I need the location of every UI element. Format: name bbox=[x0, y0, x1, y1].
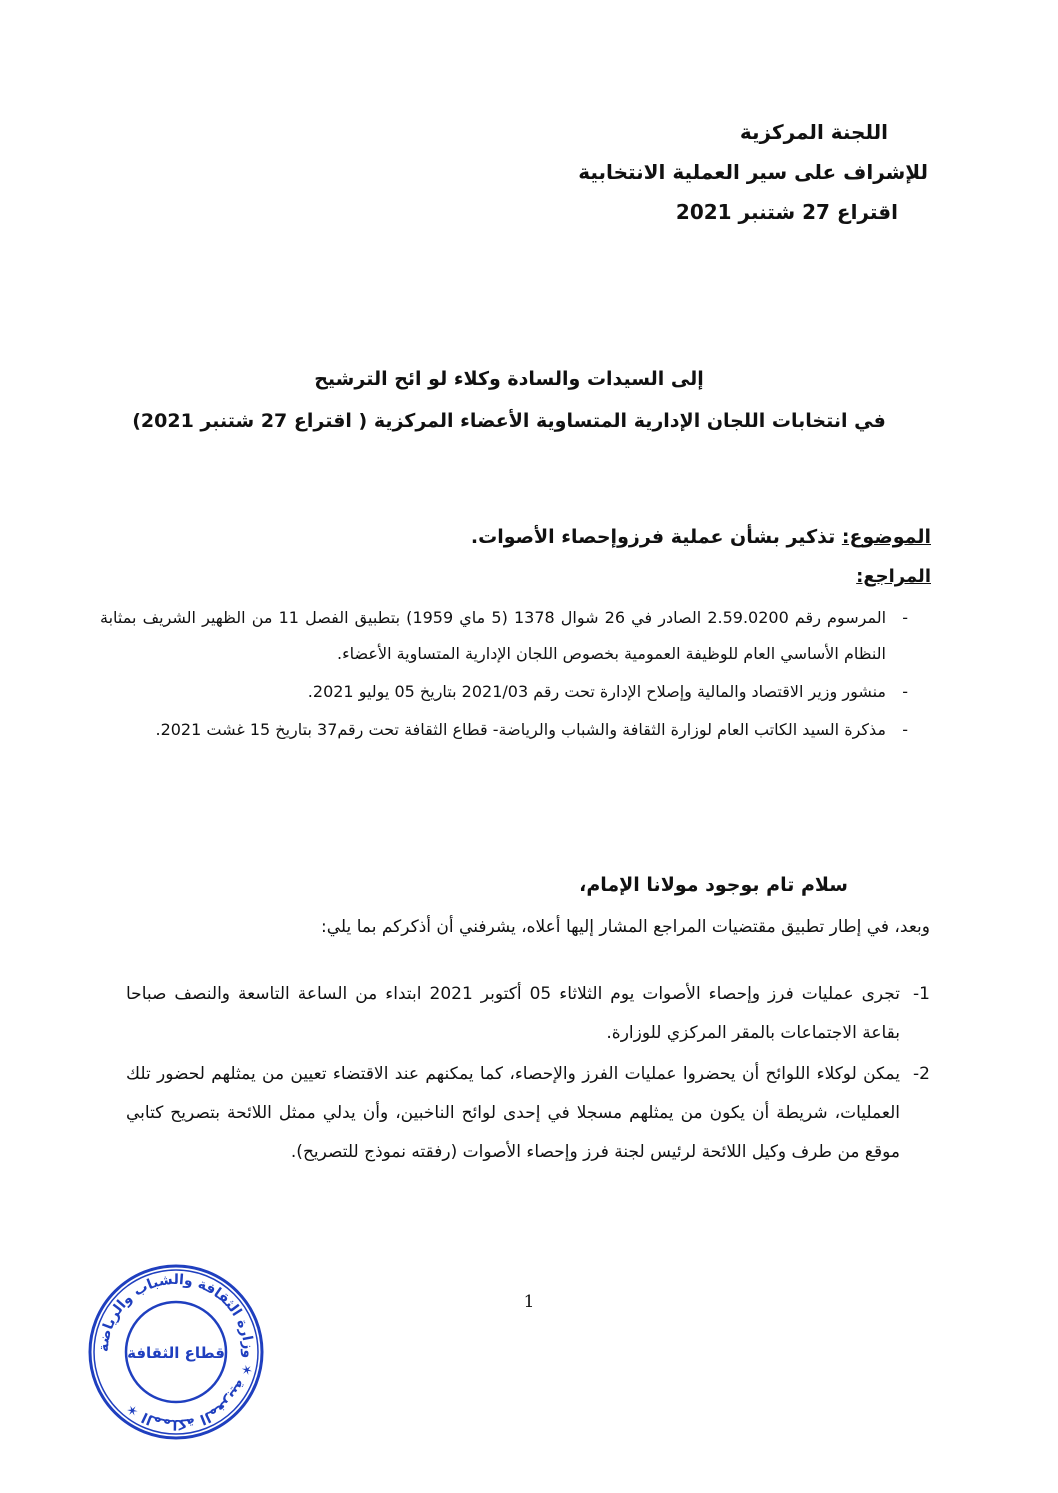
item-text: يمكن لوكلاء اللوائح أن يحضروا عمليات الفرز والإحصاء، كما يمكنهم عند الاقتضاء تعيين من يمثلهم لحضور تلك العمليات، شريطة أن يكون من يمثلهم مسجلا في إحدى لوائح الناخبين، وأن يدلي ممثل اللائحة بتصريح كتابي موقع من طرف وكيل اللائحة لرئيس لجنة فرز وإحصاء الأصوات (رفقته نموذج للتصريح). bbox=[126, 1064, 900, 1162]
reference-item: - المرسوم رقم 2.59.0200 الصادر في 26 شوال 1378 (5 ماي 1959) بتطبيق الفصل 11 من الظهير الشريف بمثابة النظام الأساسي العام للوظيفة العمومية بخصوص اللجان الإدارية المتساوية الأعضاء. bbox=[100, 600, 908, 672]
references-list bbox=[100, 600, 908, 750]
page-number: 1 bbox=[523, 1292, 535, 1312]
stamp-outer-text: المملكة المغربية ✶ وزارة الثقافة والشباب والرياضة ✶ bbox=[95, 1271, 257, 1433]
header-committee: اللجنة المركزية bbox=[739, 120, 888, 144]
item-number: 2- bbox=[913, 1064, 930, 1084]
reference-item: - مذكرة السيد الكاتب العام لوزارة الثقافة والشباب والرياضة- قطاع الثقافة تحت رقم37 بتاريخ 15 غشت 2021. bbox=[100, 712, 908, 748]
numbered-item bbox=[126, 1055, 930, 1172]
item-text: تجرى عمليات فرز وإحصاء الأصوات يوم الثلاثاء 05 أكتوبر 2021 ابتداء من الساعة التاسعة والنصف صباحا بقاعة الاجتماعات بالمقر المركزي للوزارة. bbox=[126, 984, 901, 1043]
header-ballot-date: اقتراع 27 شتنبر 2021 bbox=[675, 200, 898, 224]
addressee-line-2: في انتخابات اللجان الإدارية المتساوية الأعضاء المركزية ( اقتراع 27 شتنبر 2021) bbox=[132, 410, 886, 432]
addressee-block bbox=[90, 358, 928, 442]
reference-item: - منشور وزير الاقتصاد والمالية وإصلاح الإدارة تحت رقم 2021/03 بتاريخ 05 يوليو 2021. bbox=[100, 674, 908, 710]
references-title: المراجع: bbox=[856, 566, 931, 587]
intro-paragraph: وبعد، في إطار تطبيق مقتضيات المراجع المشار إليها أعلاه، يشرفني أن أذكركم بما يلي: bbox=[321, 917, 930, 937]
numbered-item bbox=[126, 975, 930, 1053]
header-supervision: للإشراف على سير العملية الانتخابية bbox=[578, 160, 928, 184]
addressee-line-1: إلى السيدات والسادة وكلاء لو ائح الترشيح bbox=[314, 368, 704, 390]
subject-label: الموضوع: bbox=[841, 526, 931, 548]
official-stamp bbox=[86, 1262, 266, 1442]
subject-text: تذكير بشأن عملية فرزوإحصاء الأصوات. bbox=[470, 526, 842, 548]
numbered-items bbox=[126, 975, 930, 1174]
stamp-inner-text: قطاع الثقافة bbox=[127, 1344, 225, 1362]
subject-line bbox=[131, 520, 931, 554]
item-number: 1- bbox=[913, 984, 930, 1004]
greeting: سلام تام بوجود مولانا الإمام، bbox=[579, 874, 848, 896]
letterhead bbox=[408, 112, 928, 232]
